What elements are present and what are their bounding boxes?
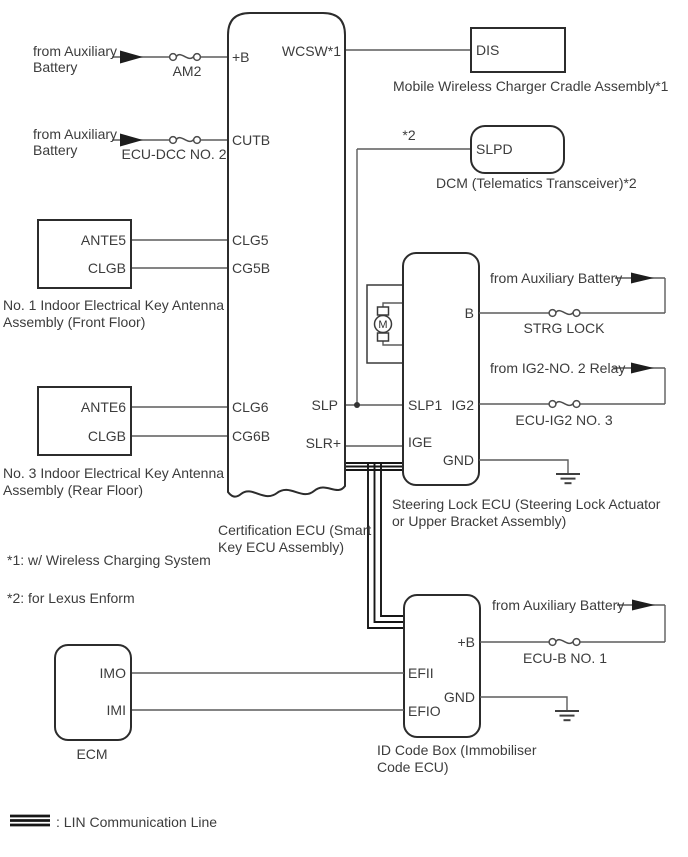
fuse-label: ECU-IG2 NO. 3 [515, 412, 613, 428]
component-caption: No. 1 Indoor Electrical Key Antenna [3, 297, 225, 313]
antenna2-box [38, 387, 131, 455]
arrow-right-icon [631, 273, 654, 284]
pin-label: WCSW*1 [281, 43, 341, 59]
component-caption: Key ECU Assembly) [218, 539, 345, 555]
pin-label: +B [232, 49, 250, 65]
dcm-telematics [436, 126, 637, 191]
ground-icon [555, 711, 579, 720]
ground-icon [556, 474, 580, 483]
component-caption: DCM (Telematics Transceiver)*2 [436, 175, 637, 191]
feed-source-label: from IG2-NO. 2 Relay [490, 360, 626, 376]
pin-label: SLP [311, 397, 338, 413]
arrow-right-icon [632, 600, 655, 611]
feed-source-label: from Auxiliary [33, 43, 118, 59]
junction-dot [354, 402, 360, 408]
fuse-icon [170, 137, 201, 144]
fuse-label: STRG LOCK [523, 320, 605, 336]
pin-label: CUTB [232, 132, 271, 148]
legend [10, 814, 217, 830]
fuse-icon [549, 639, 580, 646]
id-code-box-ground [480, 697, 579, 720]
fuse-icon [549, 401, 580, 408]
fuse-label: AM2 [172, 63, 202, 79]
certification-ecu-box [228, 13, 345, 497]
pin-label: ANTE6 [80, 399, 126, 415]
pin-label: CLG5 [232, 232, 269, 248]
feed-ecu-dcc [33, 126, 228, 162]
pin-label: CG5B [232, 260, 271, 276]
component-caption: Mobile Wireless Charger Cradle Assembly*1 [393, 78, 669, 94]
key-antenna-3 [3, 387, 224, 498]
legend-label: : LIN Communication Line [56, 814, 218, 830]
pin-label: B [464, 305, 474, 321]
pin-label: GND [443, 689, 475, 705]
pin-label: SLPD [476, 141, 513, 157]
pin-label: IMI [106, 702, 126, 718]
lin-communication-lines [345, 463, 404, 629]
steering-lock-ecu-box [403, 253, 479, 485]
lin-line [368, 463, 404, 629]
pin-label: CLGB [87, 428, 126, 444]
component-caption: Assembly (Front Floor) [3, 314, 146, 330]
pin-label: CLGB [87, 260, 126, 276]
pin-label: EFII [408, 665, 434, 681]
antenna-wires [131, 240, 228, 436]
component-caption: or Upper Bracket Assembly) [392, 513, 567, 529]
pin-label: ANTE5 [80, 232, 126, 248]
feed-source-label: Battery [33, 59, 78, 75]
footnotes [7, 552, 211, 606]
feed-ecu-b [480, 597, 665, 666]
arrow-right-icon [631, 363, 654, 374]
component-caption: Steering Lock ECU (Steering Lock Actuator [392, 496, 661, 512]
pin-label: +B [457, 634, 475, 650]
steering-lock-ecu [367, 253, 661, 529]
feed-source-label: from Auxiliary Battery [490, 270, 623, 286]
motor-label: M [378, 319, 388, 331]
arrow-right-icon [120, 134, 143, 147]
feed-ecu-ig2 [479, 360, 665, 428]
pin-label: IGE [408, 434, 433, 450]
pin-label: CLG6 [232, 399, 269, 415]
pin-label: SLR+ [305, 435, 341, 451]
footnote: *2: for Lexus Enform [7, 590, 135, 606]
mobile-wireless-charger [393, 28, 669, 94]
wire [479, 460, 568, 474]
feed-source-label: Battery [33, 142, 78, 158]
component-caption: ECM [76, 746, 108, 762]
component-caption: Certification ECU (Smart [218, 522, 372, 538]
pin-label: EFIO [408, 703, 441, 719]
arrow-right-icon [120, 51, 143, 64]
wire-note: *2 [402, 127, 416, 143]
feed-strg-lock [479, 270, 665, 336]
fuse-label: ECU-B NO. 1 [522, 650, 608, 666]
pin-label: SLP1 [408, 397, 443, 413]
ecm [55, 645, 404, 762]
certification-ecu [218, 13, 371, 555]
lin-line [375, 463, 405, 623]
component-caption: ID Code Box (Immobiliser [377, 742, 537, 758]
pin-label: IG2 [451, 397, 474, 413]
pin-label: IMO [99, 665, 126, 681]
fuse-icon [549, 310, 580, 317]
pin-label: DIS [476, 42, 500, 58]
lin-line [381, 463, 404, 617]
steering-lock-motor [367, 285, 403, 363]
pin-label: GND [442, 452, 474, 468]
wire [480, 697, 567, 711]
footnote: *1: w/ Wireless Charging System [7, 552, 211, 568]
component-caption: Code ECU) [377, 759, 449, 775]
pin-label: CG6B [232, 428, 271, 444]
motor-brush [378, 333, 389, 341]
fuse-icon [170, 54, 201, 61]
fuse-label: ECU-DCC NO. 2 [121, 146, 227, 162]
feed-source-label: from Auxiliary Battery [492, 597, 625, 613]
component-caption: Assembly (Rear Floor) [3, 482, 144, 498]
feed-source-label: from Auxiliary [33, 126, 118, 142]
ecm-box [55, 645, 131, 740]
steering-lock-ground [479, 460, 580, 483]
antenna1-box [38, 220, 131, 288]
key-antenna-1 [3, 220, 224, 330]
motor-brush [378, 307, 389, 315]
feed-am2 [33, 43, 228, 79]
component-caption: No. 3 Indoor Electrical Key Antenna [3, 465, 225, 481]
